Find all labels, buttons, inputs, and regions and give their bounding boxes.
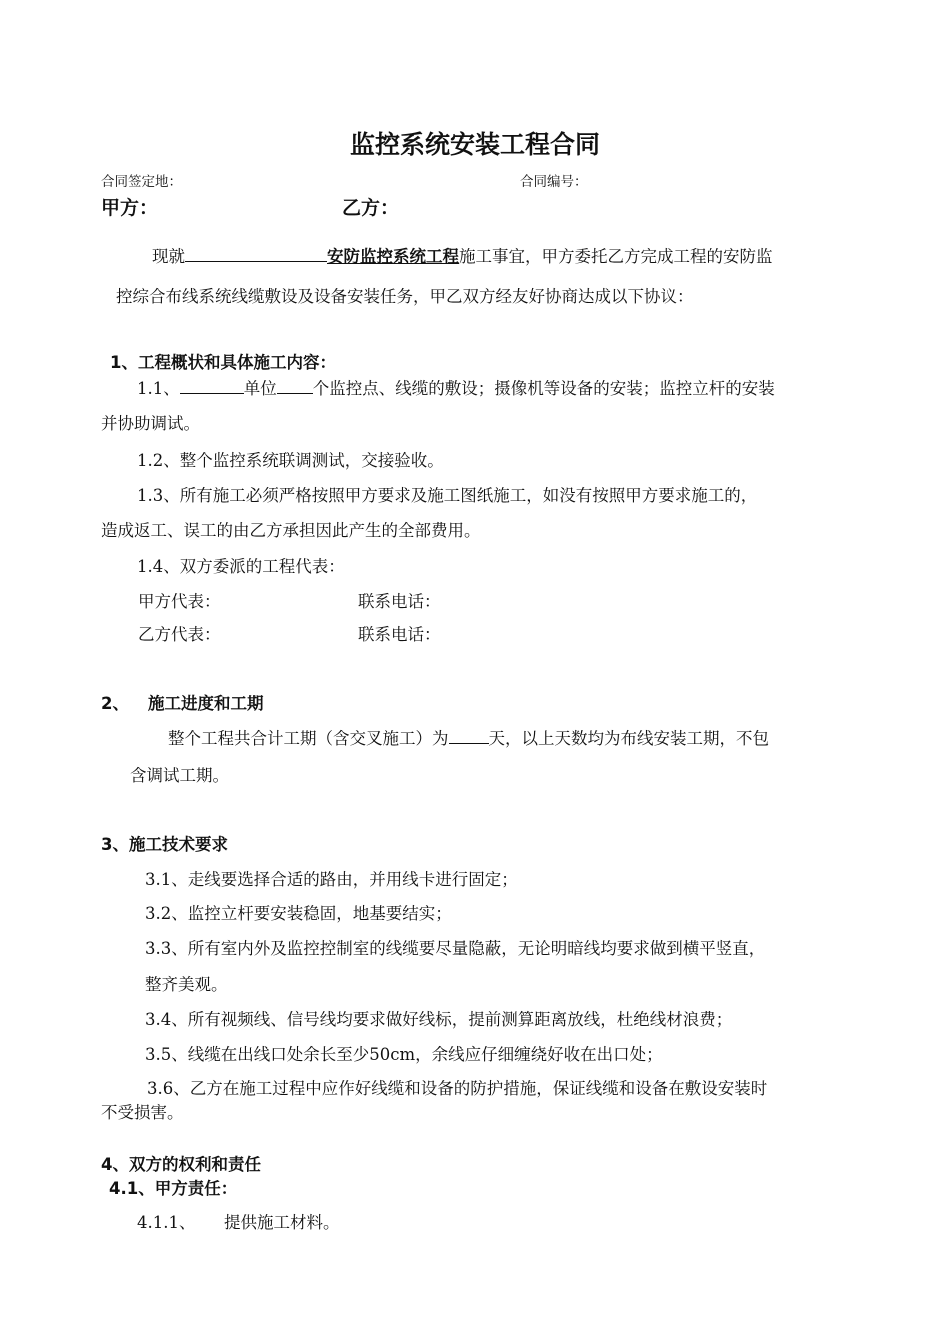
intro-line-2: 控综合布线系统线缆敷设及设备安装任务，甲乙双方经友好协商达成以下协议： bbox=[116, 287, 694, 306]
section-3-heading: 3、施工技术要求 bbox=[101, 835, 228, 854]
item-3-3-cont: 整齐美观。 bbox=[145, 975, 228, 994]
section-2-para-cont: 含调试工期。 bbox=[130, 766, 229, 785]
intro-project: 安防监控系统工程 bbox=[327, 247, 459, 266]
section-2-para bbox=[168, 727, 769, 751]
party-a-label: 甲方： bbox=[101, 197, 159, 219]
item-1-2: 1.2、整个监控系统联调测试，交接验收。 bbox=[137, 451, 444, 470]
contract-no-label: 合同编号： bbox=[520, 174, 588, 190]
item-4-1-1-num: 4.1.1、 bbox=[137, 1213, 196, 1232]
rep-b-label: 乙方代表： bbox=[138, 625, 221, 644]
item-1-1-num: 1.1、 bbox=[137, 379, 180, 398]
duration-text: 整个工程共合计工期（含交叉施工）为 bbox=[168, 729, 449, 748]
intro-suffix: 施工事宜，甲方委托乙方完成工程的安防监 bbox=[459, 247, 773, 266]
item-1-3-cont: 造成返工、误工的由乙方承担因此产生的全部费用。 bbox=[101, 521, 481, 540]
section-2-num: 2、 bbox=[101, 694, 129, 713]
item-1-1 bbox=[137, 377, 775, 401]
item-1-3: 1.3、所有施工必须严格按照甲方要求及施工图纸施工，如没有按照甲方要求施工的， bbox=[137, 486, 758, 505]
duration-text-2: 天，以上天数均为布线安装工期，不包 bbox=[488, 729, 769, 748]
section-4-1-heading: 4.1、甲方责任： bbox=[109, 1179, 238, 1198]
section-1-heading: 1、工程概状和具体施工内容： bbox=[110, 353, 336, 372]
intro-prefix: 现就 bbox=[152, 247, 185, 266]
item-3-3: 3.3、所有室内外及监控控制室的线缆要尽量隐蔽，无论明暗线均要求做到横平竖直， bbox=[145, 939, 766, 958]
item-1-4: 1.4、双方委派的工程代表： bbox=[137, 557, 345, 576]
item-1-1-unit: 单位 bbox=[243, 379, 277, 398]
item-3-5: 3.5、线缆在出线口处余长至少50cm，余线应仔细缠绕好收在出口处； bbox=[145, 1045, 663, 1064]
points-blank bbox=[277, 377, 313, 394]
rep-a-label: 甲方代表： bbox=[138, 592, 221, 611]
item-3-6: 3.6、乙方在施工过程中应作好线缆和设备的防护措施，保证线缆和设备在敷设安装时 bbox=[147, 1079, 768, 1098]
intro-line-1 bbox=[152, 245, 773, 269]
days-blank bbox=[449, 727, 489, 744]
item-1-1-text: 个监控点、线缆的敷设；摄像机等设备的安装；监控立杆的安装 bbox=[312, 379, 775, 398]
unit-blank bbox=[180, 377, 244, 394]
item-3-2: 3.2、监控立杆要安装稳固，地基要结实； bbox=[145, 904, 452, 923]
sign-place-label: 合同签定地： bbox=[101, 174, 182, 190]
rep-b-phone-label: 联系电话： bbox=[358, 625, 441, 644]
section-2-heading: 施工进度和工期 bbox=[148, 694, 264, 713]
party-b-label: 乙方： bbox=[342, 197, 400, 219]
item-1-1-cont: 并协助调试。 bbox=[101, 414, 200, 433]
item-3-4: 3.4、所有视频线、信号线均要求做好线标，提前测算距离放线，杜绝线材浪费； bbox=[145, 1010, 733, 1029]
section-4-heading: 4、双方的权利和责任 bbox=[101, 1155, 261, 1174]
page-title: 监控系统安装工程合同 bbox=[349, 130, 600, 159]
project-name-blank bbox=[185, 245, 327, 262]
item-3-1: 3.1、走线要选择合适的路由，并用线卡进行固定； bbox=[145, 870, 518, 889]
item-3-6-cont: 不受损害。 bbox=[101, 1103, 184, 1122]
rep-a-phone-label: 联系电话： bbox=[358, 592, 441, 611]
item-4-1-1-text: 提供施工材料。 bbox=[224, 1213, 340, 1232]
